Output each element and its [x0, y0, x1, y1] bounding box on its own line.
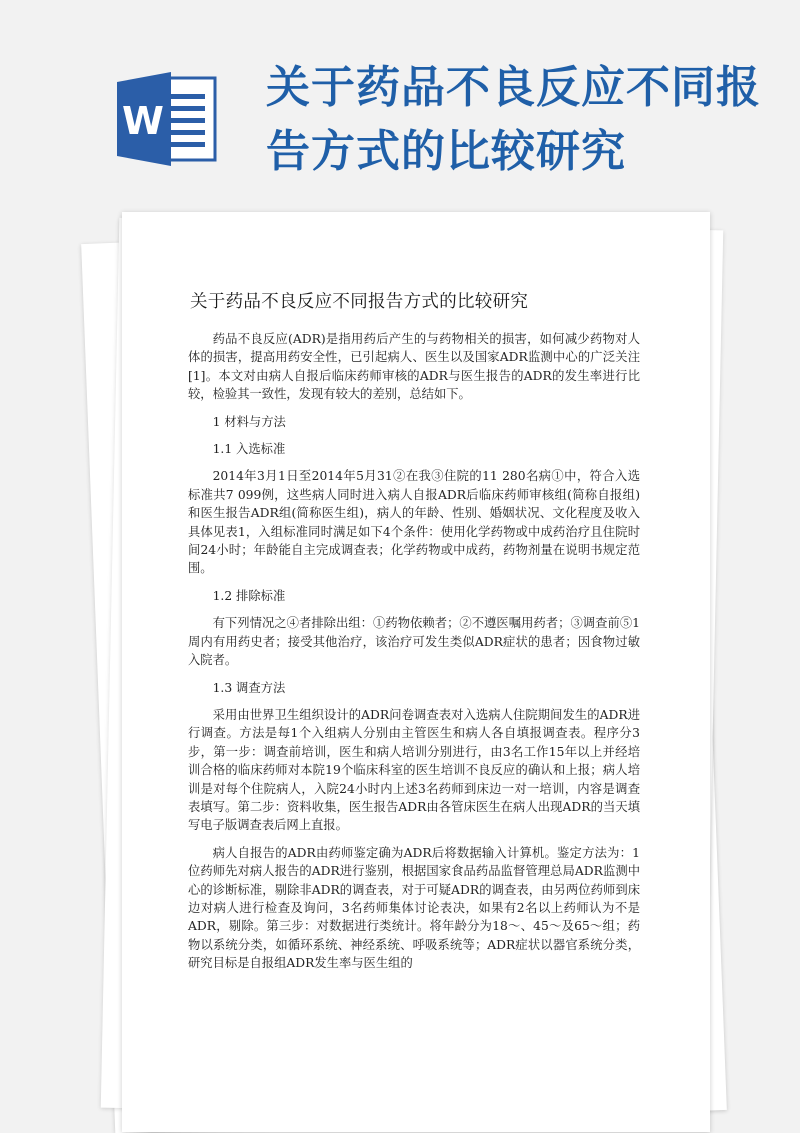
document-body: [188, 330, 640, 982]
paragraph: 2014年3月1日至2014年5月31②在我③住院的11 280名病①中，符合入选标准共7 099例，这些病人同时进入病人自报ADR后临床药师审核组(简称自报组)和医生报告ADR组(简称医生组)，病人的年龄、性别、婚姻状况、文化程度及收入具体见表1，入组标准同时满足如下4个条件：使用化学药物或中成药治疗且住院时间24小时；年龄能自主完成调查表；化学药物或中成药，药物剂量在说明书规定范围。: [188, 469, 640, 576]
banner: [0, 0, 800, 200]
document-page: [122, 212, 710, 1132]
section-heading: 1 材料与方法: [212, 414, 286, 429]
subsection-heading: 1.2 排除标准: [212, 588, 286, 603]
paragraph: 病人自报告的ADR由药师鉴定确为ADR后将数据输入计算机。鉴定方法为：1位药师先对病人报告的ADR进行鉴别，根据国家食品药品监督管理总局ADR监测中心的诊断标准，剔除非ADR的调查表，对于可疑ADR的调查表，由另两位药师到床边对病人进行检查及询问，3名药师集体讨论表决，如果有2名以上药师认为不是ADR，剔除。第三步：对数据进行类统计。将年龄分为18～、45～及65～组；药物以系统分类，如循环系统、神经系统、呼吸系统等；ADR症状以器官系统分类，研究目标是自报组ADR发生率与医生组的: [188, 845, 640, 971]
paragraph: 采用由世界卫生组织设计的ADR问卷调查表对入选病人住院期间发生的ADR进行调查。方法是每1个入组病人分别由主管医生和病人各自填报调查表。程序分3步，第一步：调查前培训，医生和病人培训分别进行，由3名工作15年以上并经培训合格的临床药师对本院19个临床科室的医生培训不良反应的确认和上报；病人培训是对每个住院病人，入院24小时内上述3名药师到床边一对一培训，内容是调查表填写。第二步：资料收集，医生报告ADR由各管床医生在病人出现ADR的当天填写电子版调查表后网上直报。: [188, 707, 640, 833]
banner-title: 关于药品不良反应不同报告方式的比较研究: [266, 62, 761, 177]
subsection-heading: 1.3 调查方法: [212, 680, 286, 695]
word-document-icon: [113, 64, 223, 174]
document-title: 关于药品不良反应不同报告方式的比较研究: [190, 292, 529, 312]
subsection-heading: 1.1 入选标准: [212, 442, 286, 457]
paragraph: 有下列情况之④者排除出组：①药物依赖者；②不遵医嘱用药者；③调查前⑤1周内有用药史者；接受其他治疗，该治疗可发生类似ADR症状的患者；因食物过敏入院者。: [188, 616, 640, 668]
svg-text:W: W: [122, 99, 164, 143]
intro-paragraph: 药品不良反应(ADR)是指用药后产生的与药物相关的损害，如何减少药物对人体的损害，提高用药安全性，已引起病人、医生以及国家ADR监测中心的广泛关注[1]。本文对由病人自报后临床药师审核的ADR与医生报告的ADR的发生率进行比较，检验其一致性，发现有较大的差别，总结如下。: [188, 332, 640, 402]
